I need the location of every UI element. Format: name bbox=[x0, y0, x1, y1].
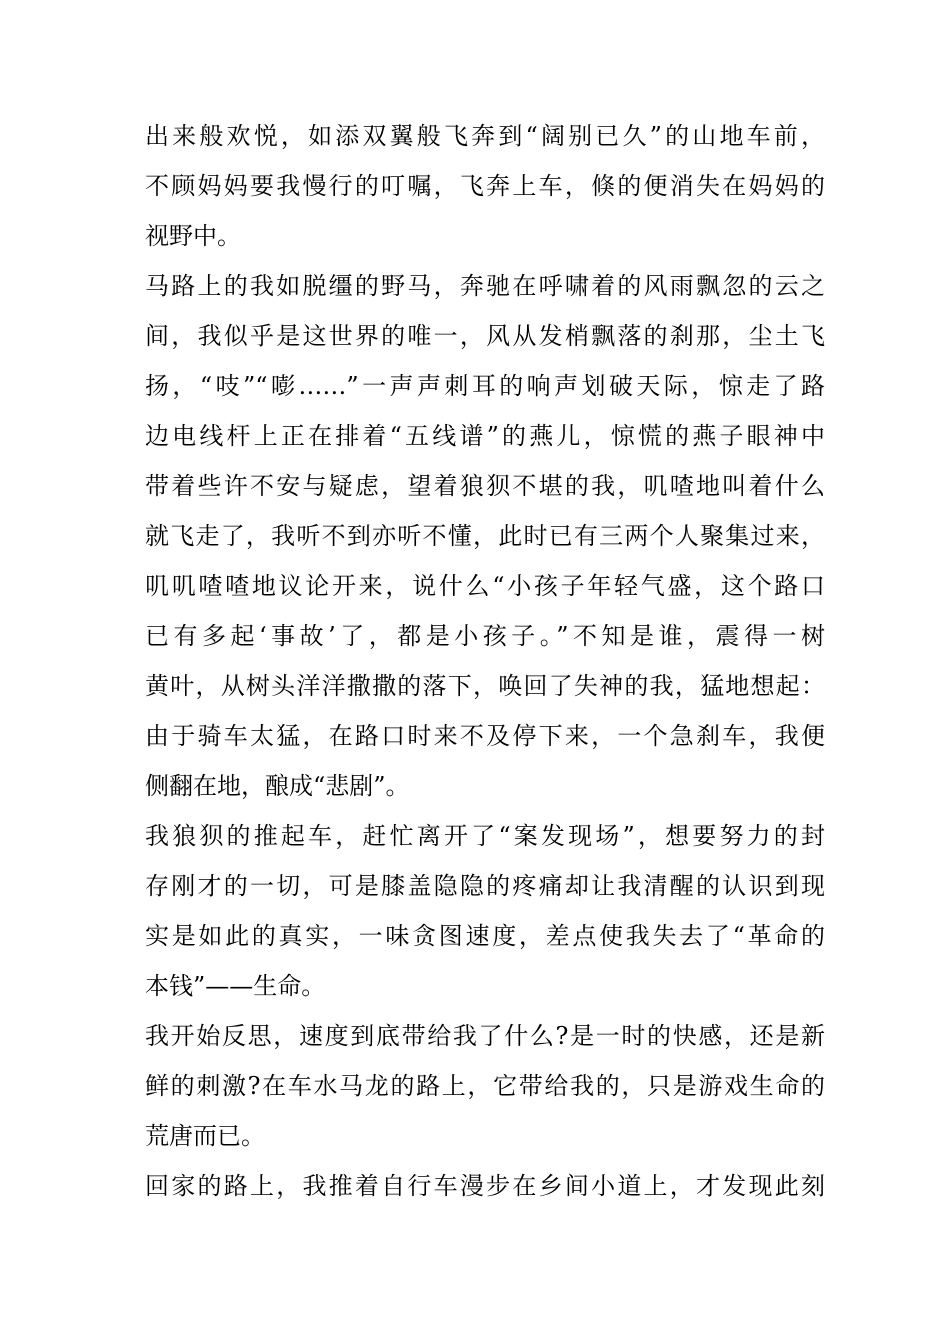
text-line: 由于骑车太猛，在路口时来不及停下来，一个急刹车，我便 bbox=[145, 722, 825, 750]
text-line: 扬，“吱”“嘭……”一声声刺耳的响声划破天际，惊走了路 bbox=[145, 372, 825, 400]
text-line: 间，我似乎是这世界的唯一，风从发梢飘落的刹那，尘土飞 bbox=[145, 322, 825, 350]
text-line: 我狼狈的推起车，赶忙离开了“案发现场”，想要努力的封 bbox=[145, 822, 825, 850]
text-line: 就飞走了，我听不到亦听不懂，此时已有三两个人聚集过来， bbox=[145, 522, 825, 550]
text-line: 回家的路上，我推着自行车漫步在乡间小道上，才发现此刻 bbox=[145, 1172, 825, 1200]
text-line: 本钱”——生命。 bbox=[145, 972, 326, 1000]
text-line: 马路上的我如脱缰的野马，奔驰在呼啸着的风雨飘忽的云之 bbox=[145, 272, 825, 300]
text-line: 带着些许不安与疑虑，望着狼狈不堪的我，叽喳地叫着什么 bbox=[145, 472, 825, 500]
text-line: 黄叶，从树头洋洋撒撒的落下，唤回了失神的我，猛地想起： bbox=[145, 672, 825, 700]
text-line: 存刚才的一切，可是膝盖隐隐的疼痛却让我清醒的认识到现 bbox=[145, 872, 825, 900]
text-line: 不顾妈妈要我慢行的叮嘱，飞奔上车，倏的便消失在妈妈的 bbox=[145, 172, 825, 200]
text-line: 出来般欢悦，如添双翼般飞奔到“阔别已久”的山地车前， bbox=[145, 122, 825, 150]
text-line: 叽叽喳喳地议论开来，说什么“小孩子年轻气盛，这个路口 bbox=[145, 572, 825, 600]
text-line: 边电线杆上正在排着“五线谱”的燕儿，惊慌的燕子眼神中 bbox=[145, 422, 825, 450]
text-line: 已有多起‘事故’了，都是小孩子。”不知是谁，震得一树 bbox=[145, 622, 825, 650]
text-line: 视野中。 bbox=[145, 222, 241, 250]
text-line: 荒唐而已。 bbox=[145, 1122, 265, 1150]
text-line: 实是如此的真实，一味贪图速度，差点使我失去了“革命的 bbox=[145, 922, 825, 950]
text-line: 我开始反思，速度到底带给我了什么?是一时的快感，还是新 bbox=[145, 1022, 825, 1050]
text-line: 侧翻在地，酿成“悲剧”。 bbox=[145, 772, 410, 800]
text-line: 鲜的刺激?在车水马龙的路上，它带给我的，只是游戏生命的 bbox=[145, 1072, 825, 1100]
